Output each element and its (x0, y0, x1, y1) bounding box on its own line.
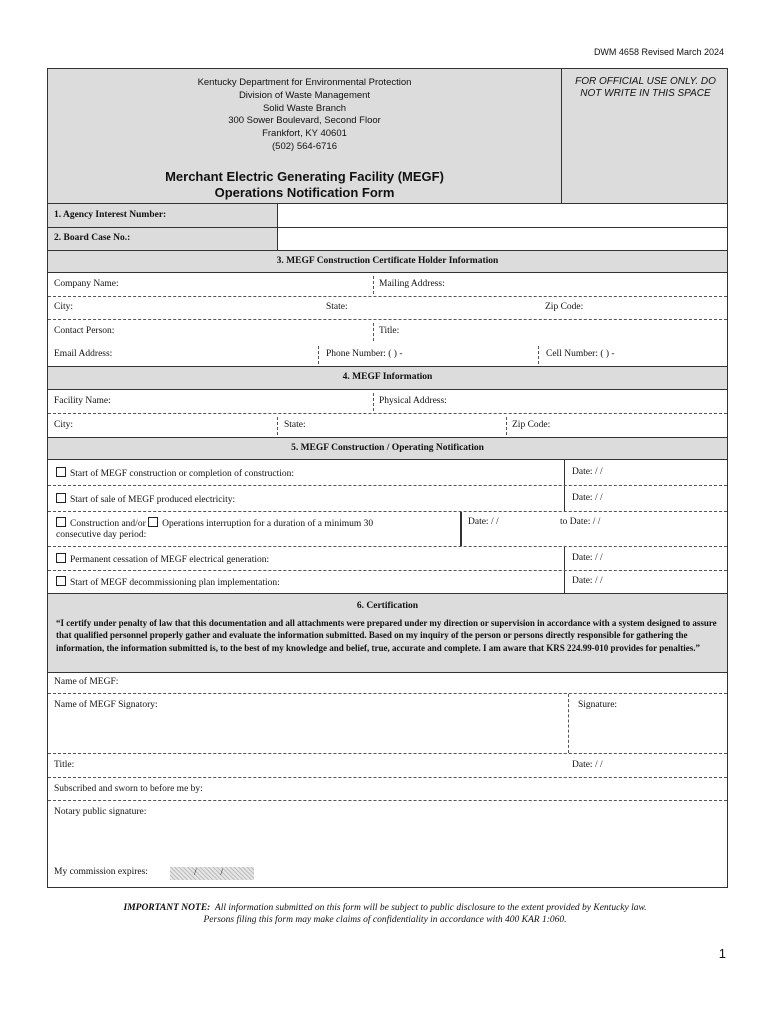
notification-row-interruption (48, 512, 727, 547)
megf-name-label: Name of MEGF: (54, 677, 119, 687)
address-line: Division of Waste Management (238, 89, 371, 101)
construction-label: Construction and/or (70, 519, 146, 529)
checkbox[interactable] (148, 517, 158, 527)
facility-zip-label: Zip Code: (512, 420, 551, 430)
zip-label: Zip Code: (545, 302, 584, 312)
address-line: Solid Waste Branch (262, 102, 347, 114)
physical-address-label: Physical Address: (379, 396, 447, 406)
date-field[interactable]: Date: / / (572, 553, 603, 563)
note-line1 (0, 902, 770, 914)
note-line2: Persons filing this form may make claims of confidentiality in accordance with 400 KAR 1:060. (203, 915, 567, 925)
state-label: State: (326, 302, 348, 312)
form-title (48, 169, 561, 201)
checkbox[interactable] (56, 467, 66, 477)
notification-label: Start of sale of MEGF produced electricity: (70, 495, 236, 505)
date-field[interactable]: Date: / / (572, 493, 603, 503)
title-label: Title: (379, 326, 400, 336)
form-title-line2: Operations Notification Form (214, 184, 395, 200)
city-row (48, 297, 727, 320)
checkbox[interactable] (56, 493, 66, 503)
agency-interest-input[interactable] (277, 204, 727, 228)
facility-row (48, 390, 727, 414)
city-label: City: (54, 302, 74, 312)
form-frame (47, 68, 728, 888)
consecutive-day-label: consecutive day period: (56, 530, 147, 540)
phone-label: Phone Number: ( ) - (326, 349, 403, 359)
checkbox[interactable] (56, 517, 66, 527)
address-line: 300 Sower Boulevard, Second Floor (228, 115, 381, 127)
operations-interruption-label: Operations interruption for a duration of a minimum 30 (162, 519, 374, 529)
megf-name-row (48, 673, 727, 694)
commission-date-field[interactable] (170, 867, 254, 880)
agency-block (48, 69, 562, 203)
address-line: Frankfort, KY 40601 (262, 128, 347, 140)
commission-date-text: / / (194, 868, 224, 878)
title-row (48, 754, 727, 778)
date-field[interactable]: Date: / / (468, 517, 499, 527)
mailing-address-label: Mailing Address: (379, 279, 445, 289)
section4-heading: 4. MEGF Information (48, 367, 727, 390)
facility-name-label: Facility Name: (54, 396, 111, 406)
certification-block (48, 594, 727, 673)
facility-city-row (48, 414, 727, 438)
board-case-label: 2. Board Case No.: (54, 233, 131, 243)
note-label: IMPORTANT NOTE: (123, 903, 211, 913)
company-name-label: Company Name: (54, 279, 119, 289)
date-field[interactable]: Date: / / (572, 760, 603, 770)
important-note (0, 902, 770, 926)
section3-heading: 3. MEGF Construction Certificate Holder Information (48, 251, 727, 273)
subscribed-row (48, 778, 727, 801)
notification-label: Start of MEGF construction or completion of construction: (70, 469, 295, 479)
email-label: Email Address: (54, 349, 113, 359)
notification-row (48, 460, 727, 486)
agency-address (48, 69, 561, 154)
company-row (48, 273, 727, 297)
board-case-input[interactable] (277, 228, 727, 251)
address-line: (502) 564-6716 (272, 140, 337, 152)
cell-label: Cell Number: ( ) - (546, 349, 615, 359)
contact-row (48, 320, 727, 343)
address-line: Kentucky Department for Environmental Protection (197, 77, 412, 88)
signatory-row (48, 694, 727, 754)
notification-row (48, 547, 727, 571)
agency-interest-label: 1. Agency Interest Number: (54, 210, 167, 220)
facility-state-label: State: (284, 420, 306, 430)
commission-label: My commission expires: (54, 867, 148, 877)
notary-signature-label: Notary public signature: (54, 807, 147, 817)
signatory-title-label: Title: (54, 760, 75, 770)
note-text1: All information submitted on this form will be subject to public disclosure to the extent provided by Kentucky law. (214, 903, 647, 913)
page-number: 1 (718, 946, 726, 961)
checkbox[interactable] (56, 576, 66, 586)
checkbox[interactable] (56, 553, 66, 563)
notification-label: Permanent cessation of MEGF electrical generation: (70, 555, 270, 565)
date-field[interactable]: Date: / / (572, 576, 603, 586)
signatory-name-label: Name of MEGF Signatory: (54, 700, 158, 710)
contact-person-label: Contact Person: (54, 326, 115, 336)
notification-label: Start of MEGF decommissioning plan implementation: (70, 578, 280, 588)
notary-row (48, 801, 727, 889)
notification-row (48, 486, 727, 512)
date-field[interactable]: Date: / / (572, 467, 603, 477)
facility-city-label: City: (54, 420, 74, 430)
email-row (48, 343, 727, 367)
subscribed-label: Subscribed and sworn to before me by: (54, 784, 203, 794)
section6-heading: 6. Certification (356, 601, 419, 611)
document-code: DWM 4658 Revised March 2024 (593, 47, 724, 57)
form-header (48, 69, 727, 204)
official-use-box: FOR OFFICIAL USE ONLY. DO NOT WRITE IN THIS SPACE (575, 76, 716, 99)
form-title-line1: Merchant Electric Generating Facility (MEGF) (165, 168, 444, 184)
section5-heading: 5. MEGF Construction / Operating Notification (48, 438, 727, 460)
to-date-field[interactable]: to Date: / / (560, 517, 601, 527)
signature-label[interactable]: Signature: (578, 700, 618, 710)
notification-row (48, 571, 727, 594)
certification-statement: “I certify under penalty of law that this documentation and all attachments were prepared under my direction or supervision in accordance with a system designed to assure that qualified personnel properly gather and evaluate the information submitted. Based on my inquiry of the person or persons directly responsible for gathering the information, the information submitted is, to the best of my knowledge and belief, true, accurate and complete. I am aware that KRS 224.99-010 provides for penalties.” (56, 618, 717, 653)
